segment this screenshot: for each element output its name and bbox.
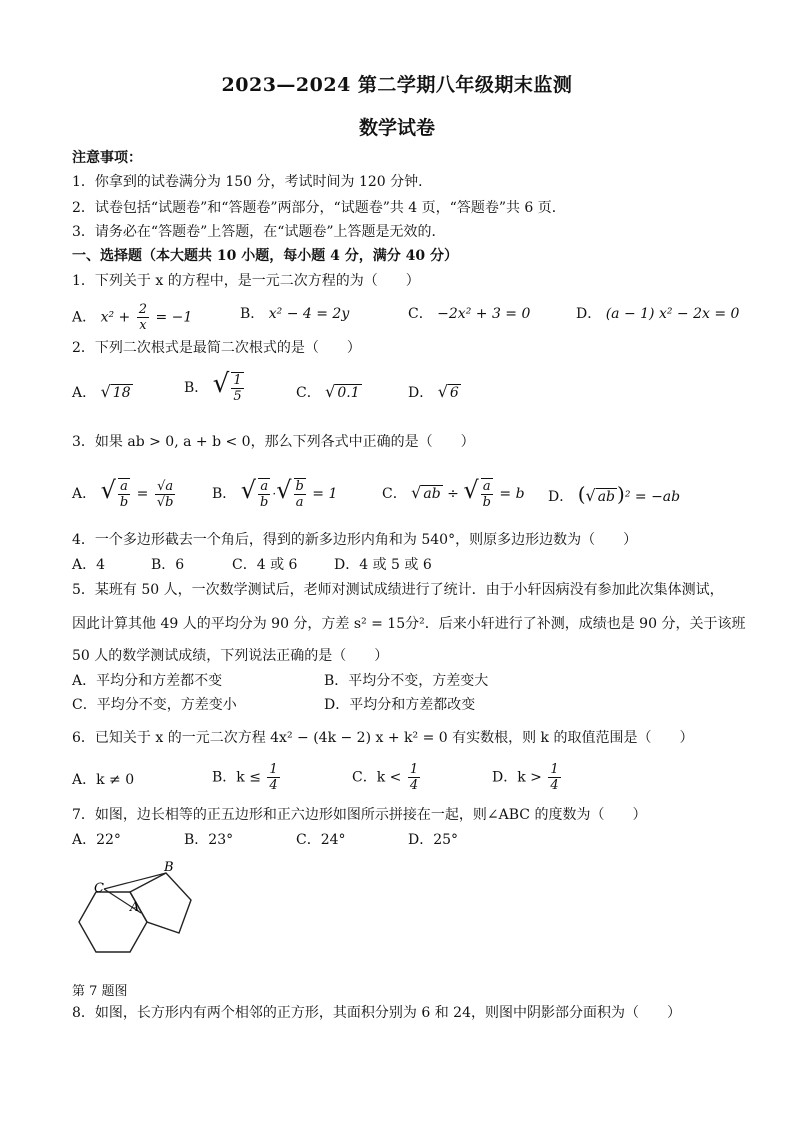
q4-option-a: A．4	[72, 557, 106, 573]
q3-d-tail: ² = −ab	[624, 489, 681, 505]
q6-option-c	[352, 762, 422, 793]
q1-a-num: 2	[138, 302, 148, 317]
q3-d-label: D．	[548, 489, 574, 505]
q2-a-label: A．	[72, 385, 97, 401]
q1-d-expr: (a − 1) x² − 2x = 0	[605, 306, 740, 322]
q3-b-label: B．	[212, 486, 237, 502]
q3-c-radicand: ab	[423, 486, 441, 502]
q4-option-d: D．4 或 5 或 6	[334, 557, 432, 573]
q2-option-b	[184, 369, 246, 404]
q1-a-den: x	[139, 318, 147, 333]
q2-b-den: 5	[233, 389, 242, 404]
q2-d-label: D．	[408, 385, 434, 401]
q1-c-expr: −2x² + 3 = 0	[437, 306, 531, 322]
sqrt-icon: √	[411, 483, 422, 502]
exam-subtitle: 数学试卷	[358, 117, 435, 139]
q7-label-c: C	[94, 881, 104, 896]
q3-b-frac2: $\frac{b}{a}$	[295, 479, 304, 510]
q3-c-frac: $\frac{a}{b}$	[482, 479, 491, 510]
q7-segment-cb	[104, 873, 166, 889]
q2-b-label: B．	[184, 380, 209, 396]
q2-option-d	[408, 382, 461, 403]
q5-option-a: A．平均分和方差都不变	[72, 673, 223, 689]
q2-a-radicand: 18	[112, 385, 131, 401]
q3-a-label: A．	[72, 486, 97, 502]
q1-option-c	[408, 304, 530, 324]
q2-b-num: 1	[233, 373, 242, 388]
q1-c-label: C．	[408, 306, 433, 322]
q1-a-expr-pre: x² +	[100, 309, 131, 326]
q3-b-frac1: $\frac{a}{b}$	[260, 479, 269, 510]
q6-c-num: 1	[409, 762, 419, 777]
sqrt-icon: √	[437, 382, 448, 401]
q6-d-label: D．k >	[492, 769, 542, 786]
q3-option-a	[72, 478, 177, 510]
q6-option-b	[212, 762, 282, 793]
sqrt-icon: √	[100, 382, 111, 401]
q7-option-a: A．22°	[72, 832, 121, 848]
q6-option-a: A．k ≠ 0	[72, 772, 135, 788]
sqrt-icon: √	[100, 476, 116, 504]
exam-title: 2023—2024 第二学期八年级期末监测	[221, 74, 573, 96]
q1-option-d	[576, 304, 739, 324]
q6-c-den: 4	[409, 778, 419, 793]
q7-figure-caption: 第 7 题图	[72, 984, 128, 999]
q4-option-b: B．6	[151, 557, 185, 573]
q6-b-fraction	[267, 762, 279, 793]
q3-stem: 3．如果 ab > 0, a + b < 0，那么下列各式中正确的是（ ）	[72, 434, 475, 450]
section1-heading: 一、选择题（本大题共 10 小题，每小题 4 分，满分 40 分）	[72, 248, 458, 264]
q3-c-label: C．	[382, 486, 407, 502]
note-item-1: 1．你拿到的试卷满分为 150 分，考试时间为 120 分钟．	[72, 174, 433, 190]
q5-line-1: 5．某班有 50 人，一次数学测试后，老师对测试成绩进行了统计．由于小轩因病没有参加此次集体测试，	[72, 582, 724, 598]
q1-a-expr-post: = −1	[155, 309, 193, 326]
q6-d-den: 4	[550, 778, 559, 793]
q6-d-fraction	[548, 762, 560, 793]
sqrt-icon: √	[212, 369, 230, 399]
q2-c-radicand: 0.1	[337, 385, 360, 401]
q3-a-frac-right: $\frac{√a}{√b}$	[156, 478, 174, 510]
q6-c-label: C．k <	[352, 769, 402, 786]
q4-option-c: C．4 或 6	[232, 557, 298, 573]
q4-stem: 4．一个多边形截去一个角后，得到的新多边形内角和为 540°，则原多边形边数为（ ）	[72, 532, 638, 548]
q3-b-tail: = 1	[312, 486, 338, 502]
q7-option-d: D．25°	[408, 832, 459, 848]
q7-stem: 7．如图，边长相等的正五边形和正六边形如图所示拼接在一起，则∠ABC 的度数为（ ）	[72, 807, 647, 823]
q3-option-d: D． (√ ab )² = −ab	[548, 482, 681, 506]
q2-c-label: C．	[296, 385, 321, 401]
q7-label-a: A	[130, 900, 140, 915]
q3-a-frac-left: $\frac{a}{b}$	[119, 479, 129, 510]
q3-a-tail: =	[136, 486, 149, 502]
q1-b-label: B．	[240, 306, 265, 322]
q6-b-den: 4	[269, 778, 278, 793]
sqrt-icon: √	[325, 382, 336, 401]
q1-d-label: D．	[576, 306, 602, 322]
q1-option-a	[72, 302, 192, 333]
note-item-3: 3．请务必在“答题卷”上答题，在“试题卷”上答题是无效的．	[72, 224, 446, 240]
q7-option-b: B．23°	[184, 832, 234, 848]
sqrt-icon: √	[585, 486, 596, 505]
notes-heading: 注意事项：	[72, 150, 142, 166]
q1-a-label: A．	[72, 309, 97, 326]
q2-option-a	[72, 382, 133, 403]
q3-option-b: B． √ $\frac{a}{b}$ ·√ $\frac{b}{a}$ = 1	[212, 476, 338, 510]
q7-figure	[66, 855, 216, 965]
q1-stem: 1．下列关于 x 的方程中，是一元二次方程的为（ ）	[72, 273, 420, 289]
q8-stem: 8．如图，长方形内有两个相邻的正方形，其面积分别为 6 和 24，则图中阴影部分面积为（ ）	[72, 1005, 681, 1021]
q1-b-expr: x² − 4 = 2y	[268, 306, 350, 322]
q6-b-label: B．k ≤	[212, 769, 261, 786]
q2-d-radicand: 6	[449, 385, 459, 401]
q5-option-b: B．平均分不变，方差变大	[324, 673, 489, 689]
q1-option-b	[240, 304, 349, 324]
q6-stem: 6．已知关于 x 的一元二次方程 4x² − (4k − 2) x + k² = 0 有实数根，则 k 的取值范围是（ ）	[72, 730, 694, 746]
q2-option-c	[296, 382, 362, 403]
q5-line-2: 因此计算其他 49 人的平均分为 90 分，方差 s² = 15分²．后来小轩进行了补测，成绩也是 90 分，关于该班	[72, 616, 746, 632]
q5-option-c: C．平均分不变，方差变小	[72, 697, 237, 713]
q7-label-b: B	[164, 860, 174, 875]
q6-d-num: 1	[550, 762, 559, 777]
note-item-2: 2．试卷包括“试题卷”和“答题卷”两部分，“试题卷”共 4 页，“答题卷”共 6 页．	[72, 200, 566, 216]
sqrt-icon: √	[463, 476, 479, 504]
q1-a-fraction	[137, 302, 149, 333]
q5-line-3: 50 人的数学测试成绩，下列说法正确的是（ ）	[72, 648, 389, 664]
q6-b-num: 1	[269, 762, 278, 777]
q3-c-tail: = b	[499, 486, 525, 502]
sqrt-icon: √	[276, 476, 292, 504]
sqrt-icon: √	[240, 476, 257, 504]
q3-option-c: C． √ ab ÷ √ $\frac{a}{b}$ = b	[382, 476, 525, 510]
q6-c-fraction	[408, 762, 420, 793]
q7-option-c: C．24°	[296, 832, 346, 848]
q2-b-fraction	[231, 372, 243, 404]
q2-stem: 2．下列二次根式是最简二次根式的是（ ）	[72, 340, 361, 356]
q6-option-d	[492, 762, 563, 793]
q5-option-d: D．平均分和方差都改变	[324, 697, 476, 713]
q3-d-radicand: ab	[597, 489, 616, 505]
